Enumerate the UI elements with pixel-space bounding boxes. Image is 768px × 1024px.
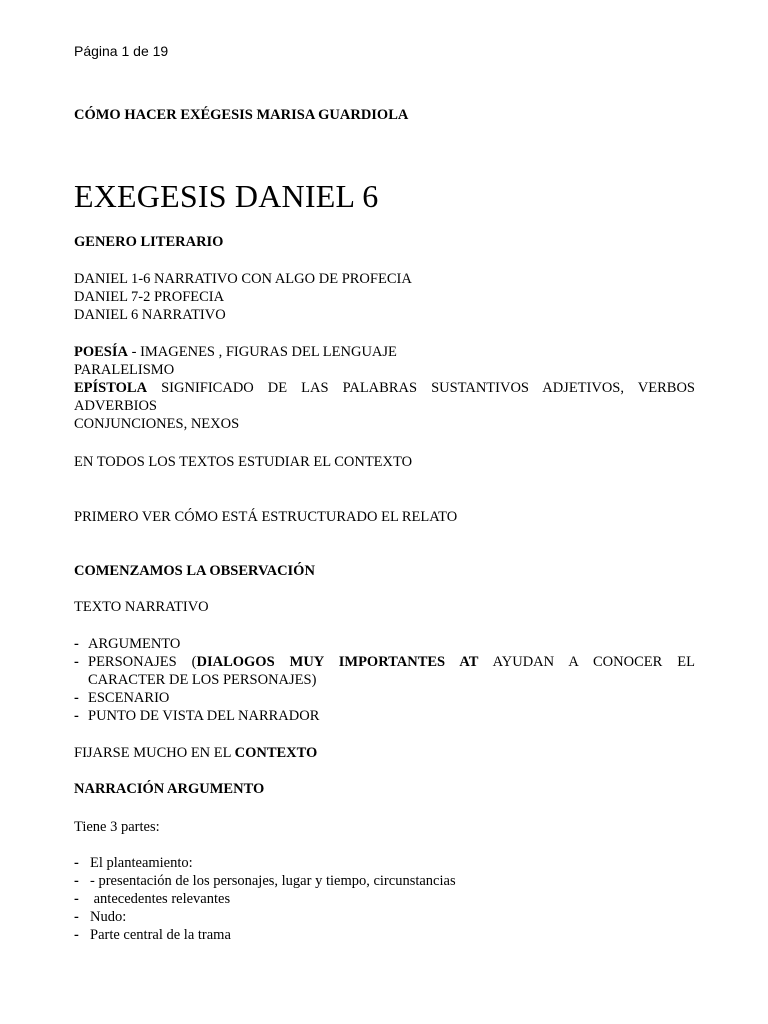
list-item-text: antecedentes relevantes <box>90 891 231 907</box>
list-item-rest: AYUDAN A CONOCER EL <box>478 654 696 670</box>
document-subtitle: CÓMO HACER EXÉGESIS MARISA GUARDIOLA <box>74 107 409 123</box>
dash-bullet: - <box>74 873 79 889</box>
document-title: EXEGESIS DANIEL 6 <box>74 178 379 214</box>
epistle-text: SIGNIFICADO DE LAS PALABRAS SUSTANTIVOS ADJETIVOS, VERBOS <box>147 380 695 396</box>
list-item <box>74 635 695 653</box>
dash-bullet: - <box>74 654 79 670</box>
genre-list <box>74 270 695 324</box>
conjunctions-line: CONJUNCIONES, NEXOS <box>74 416 240 432</box>
list-item <box>74 890 695 908</box>
list-item-text: ESCENARIO <box>88 690 170 706</box>
parallelism-line: PARALELISMO <box>74 362 175 378</box>
list-item-text: El planteamiento: <box>90 855 193 871</box>
dash-bullet: - <box>74 891 79 907</box>
epistle-term: EPÍSTOLA <box>74 380 148 396</box>
list-item <box>74 689 695 707</box>
dash-bullet: - <box>74 636 79 652</box>
genre-types-paragraph <box>74 343 695 433</box>
structure-paragraph: PRIMERO VER CÓMO ESTÁ ESTRUCTURADO EL RELATO <box>74 509 458 525</box>
genre-line: DANIEL 6 NARRATIVO <box>74 307 226 323</box>
list-item-continuation: CARACTER DE LOS PERSONAJES) <box>88 672 317 688</box>
list-item-text <box>88 653 695 671</box>
focus-emphasis: CONTEXTO <box>234 745 318 761</box>
parts-list <box>74 854 695 944</box>
genre-heading: GENERO LITERARIO <box>74 234 224 250</box>
list-item-text: Parte central de la trama <box>90 927 231 943</box>
page-number: Página 1 de 19 <box>74 43 169 59</box>
list-item-text: - presentación de los personajes, lugar y tiempo, circunstancias <box>90 873 456 889</box>
poetry-term: POESÍA <box>74 344 128 360</box>
observation-heading: COMENZAMOS LA OBSERVACIÓN <box>74 563 315 579</box>
list-item <box>74 908 695 926</box>
context-paragraph: EN TODOS LOS TEXTOS ESTUDIAR EL CONTEXTO <box>74 454 413 470</box>
list-item-prefix: PERSONAJES ( <box>88 654 197 670</box>
list-item <box>74 854 695 872</box>
list-item <box>74 926 695 944</box>
list-item-emphasis: DIALOGOS MUY IMPORTANTES AT <box>196 654 479 670</box>
list-item-text: ARGUMENTO <box>88 636 181 652</box>
list-item <box>74 707 695 725</box>
focus-prefix: FIJARSE MUCHO EN EL <box>74 745 235 761</box>
poetry-line <box>74 343 695 361</box>
list-item <box>74 872 695 890</box>
dash-bullet: - <box>74 708 79 724</box>
dash-bullet: - <box>74 855 79 871</box>
genre-line: DANIEL 1-6 NARRATIVO CON ALGO DE PROFECIA <box>74 271 412 287</box>
dash-bullet: - <box>74 909 79 925</box>
dash-bullet: - <box>74 690 79 706</box>
dash-bullet: - <box>74 927 79 943</box>
parts-paragraph: Tiene 3 partes: <box>74 819 160 835</box>
list-item <box>74 653 695 689</box>
narration-heading: NARRACIÓN ARGUMENTO <box>74 781 265 797</box>
genre-line: DANIEL 7-2 PROFECIA <box>74 289 225 305</box>
list-item-text: Nudo: <box>90 909 127 925</box>
epistle-line-continued: ADVERBIOS <box>74 398 157 414</box>
narrative-elements-list <box>74 635 695 725</box>
focus-paragraph <box>74 744 695 762</box>
poetry-text: - IMAGENES , FIGURAS DEL LENGUAJE <box>128 344 397 360</box>
narrative-text-label: TEXTO NARRATIVO <box>74 599 209 615</box>
epistle-line <box>74 379 695 397</box>
list-item-text: PUNTO DE VISTA DEL NARRADOR <box>88 708 320 724</box>
